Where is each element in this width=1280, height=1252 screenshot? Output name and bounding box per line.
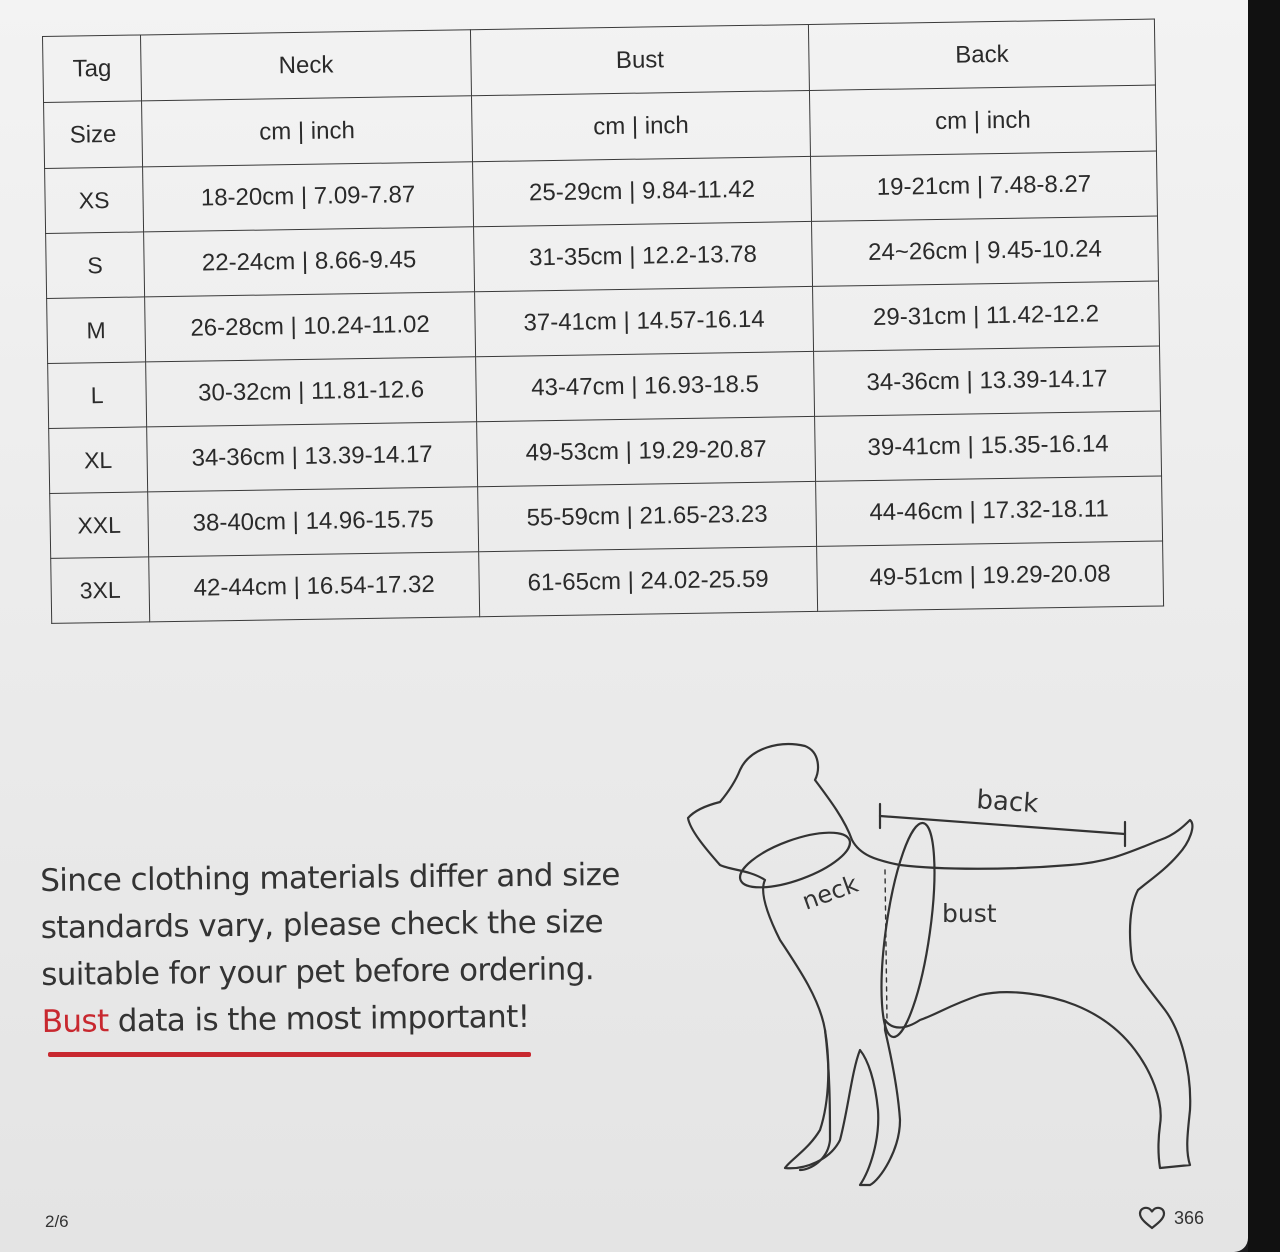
neck-cell: 38-40cm | 14.96-15.75	[148, 487, 479, 557]
red-underline	[48, 1052, 531, 1057]
neck-cell: 30-32cm | 11.81-12.6	[146, 357, 477, 427]
size-cell: XL	[49, 427, 148, 494]
size-cell: M	[47, 297, 146, 364]
dog-measurement-diagram	[680, 730, 1210, 1200]
units-back: cm | inch	[809, 85, 1156, 156]
bust-loop	[871, 820, 945, 1040]
header-neck: Neck	[140, 30, 471, 101]
size-cell: XXL	[50, 492, 149, 559]
device-bezel	[1248, 0, 1280, 1252]
note-line-4	[41, 992, 661, 1045]
bust-cell: 43-47cm | 16.93-18.5	[476, 351, 815, 421]
neck-label: neck	[798, 869, 862, 916]
back-label: back	[975, 785, 1040, 820]
bust-cell: 49-53cm | 19.29-20.87	[477, 416, 816, 486]
size-cell: S	[46, 232, 145, 299]
page-indicator: 2/6	[45, 1212, 69, 1231]
size-cell: 3XL	[51, 557, 150, 624]
dog-outline	[688, 744, 1192, 1185]
bust-cell: 37-41cm | 14.57-16.14	[475, 286, 814, 356]
back-cell: 24~26cm | 9.45-10.24	[812, 216, 1159, 286]
neck-cell: 26-28cm | 10.24-11.02	[145, 292, 476, 362]
size-cell: L	[48, 362, 147, 429]
size-chart-table	[42, 19, 1164, 624]
size-advice-note	[40, 852, 662, 1046]
note-line-2: standards vary, please check the size	[40, 904, 604, 946]
back-cell: 19-21cm | 7.48-8.27	[810, 151, 1157, 221]
neck-cell: 22-24cm | 8.66-9.45	[144, 227, 475, 297]
bust-cell: 55-59cm | 21.65-23.23	[478, 481, 817, 551]
back-cell: 49-51cm | 19.29-20.08	[817, 541, 1164, 611]
bust-cell: 61-65cm | 24.02-25.59	[479, 546, 818, 616]
note-line-4-rest: data is the most important!	[108, 998, 530, 1040]
like-button[interactable]	[1138, 1206, 1204, 1230]
likes-count: 366	[1174, 1207, 1205, 1228]
neck-cell: 42-44cm | 16.54-17.32	[149, 552, 480, 622]
neck-cell: 18-20cm | 7.09-7.87	[143, 162, 474, 232]
header-back: Back	[808, 19, 1155, 90]
header-bust: Bust	[470, 24, 809, 95]
back-cell: 39-41cm | 15.35-16.14	[815, 411, 1162, 481]
note-line-1: Since clothing materials differ and size	[40, 856, 620, 899]
bust-cell: 25-29cm | 9.84-11.42	[473, 156, 812, 226]
heart-outline-icon	[1138, 1206, 1166, 1230]
bust-cell: 31-35cm | 12.2-13.78	[474, 221, 813, 291]
note-line-3: suitable for your pet before ordering.	[41, 951, 595, 993]
bust-label: bust	[942, 899, 997, 928]
units-neck: cm | inch	[142, 96, 473, 167]
back-cell: 29-31cm | 11.42-12.2	[813, 281, 1160, 351]
units-bust: cm | inch	[471, 90, 810, 161]
bust-dashed-line	[885, 870, 887, 1020]
neck-cell: 34-36cm | 13.39-14.17	[147, 422, 478, 492]
back-cell: 44-46cm | 17.32-18.11	[816, 476, 1163, 546]
units-size: Size	[44, 101, 143, 169]
size-cell: XS	[45, 167, 144, 234]
back-cell: 34-36cm | 13.39-14.17	[814, 346, 1161, 416]
header-tag: Tag	[43, 35, 142, 103]
bust-highlight: Bust	[41, 1003, 109, 1040]
